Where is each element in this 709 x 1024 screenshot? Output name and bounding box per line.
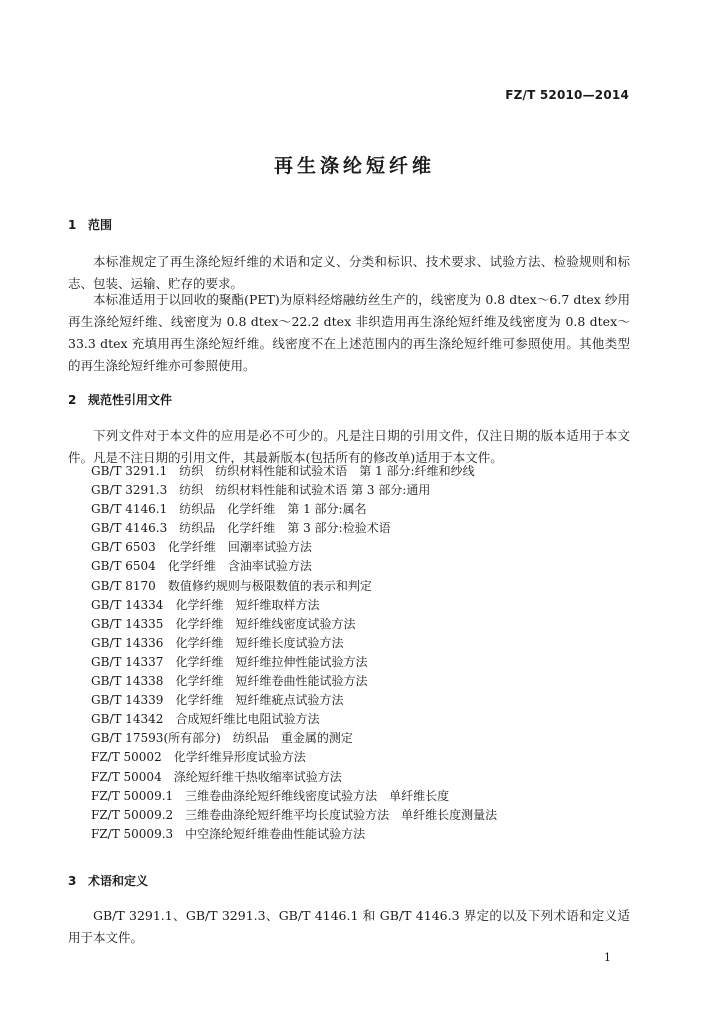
reference-title: 纺织品 化学纤维 第 3 部分:检验术语: [179, 521, 391, 536]
reference-separator: [156, 540, 168, 554]
reference-code: GB/T 14337: [91, 654, 164, 669]
reference-separator: [162, 750, 174, 764]
reference-item: [91, 557, 497, 576]
reference-item: [91, 577, 497, 596]
reference-item: [91, 748, 497, 767]
reference-title: 化学纤维异形度试验方法: [173, 750, 306, 765]
reference-item: [91, 481, 497, 500]
reference-title: 化学纤维 短纤维线密度试验方法: [175, 616, 356, 631]
reference-title: 中空涤纶短纤维卷曲性能试验方法: [185, 826, 366, 841]
reference-code: FZ/T 50004: [91, 769, 162, 784]
section-2-heading: [68, 391, 172, 408]
section-number: 3: [68, 874, 77, 888]
reference-separator: [173, 808, 185, 822]
reference-code: GB/T 8170: [91, 578, 156, 593]
page-number: 1: [604, 951, 611, 964]
reference-separator: [162, 770, 174, 784]
reference-separator: [163, 617, 175, 631]
reference-title: 合成短纤维比电阻试验方法: [175, 712, 320, 727]
reference-item: [91, 806, 497, 825]
reference-code: GB/T 6503: [91, 540, 156, 555]
reference-item: [91, 729, 497, 748]
reference-separator: [163, 693, 175, 707]
reference-code: GB/T 4146.1: [91, 502, 168, 517]
reference-code: GB/T 3291.3: [91, 483, 168, 498]
reference-code: GB/T 6504: [91, 559, 156, 574]
reference-title: 纺织品 重金属的测定: [232, 731, 353, 746]
reference-separator: [163, 636, 175, 650]
reference-item: [91, 615, 497, 634]
reference-code: GB/T 14335: [91, 616, 164, 631]
reference-item: [91, 710, 497, 729]
reference-title: 化学纤维 短纤维拉伸性能试验方法: [175, 654, 368, 669]
section-number: 2: [68, 393, 77, 407]
scope-paragraph-1: 本标准规定了再生涤纶短纤维的术语和定义、分类和标识、技术要求、试验方法、检验规则和标志、包装、运输、贮存的要求。: [68, 254, 630, 291]
reference-title: 三维卷曲涤纶短纤维平均长度试验方法 单纤维长度测量法: [185, 807, 498, 822]
reference-title: 化学纤维 回潮率试验方法: [167, 540, 312, 555]
scope-paragraph-2: 本标准适用于以回收的聚酯(PET)为原料经熔融纺丝生产的，线密度为 0.8 dtex～6.7 dtex 纱用再生涤纶短纤维、线密度为 0.8 dtex～22.2 dtex 非织造用再生涤纶短纤维及线密度为 0.8 dtex～33.3 dtex 充填用再生涤纶短纤维。线密度不在上述范围内的再生涤纶短纤维可参照使用。其他类型的再生涤纶短纤维亦可参照使用。: [68, 292, 630, 373]
reference-item: [91, 787, 497, 806]
section-title: 规范性引用文件: [88, 393, 173, 407]
reference-item: [91, 462, 497, 481]
reference-code: FZ/T 50009.3: [91, 826, 174, 841]
reference-code: FZ/T 50009.2: [91, 807, 174, 822]
terms-definitions-paragraph: GB/T 3291.1、GB/T 3291.3、GB/T 4146.1 和 GB/T 4146.3 界定的以及下列术语和定义适用于本文件。: [68, 908, 630, 945]
reference-code: GB/T 14342: [91, 712, 164, 727]
reference-item: [91, 519, 497, 538]
reference-code: FZ/T 50009.1: [91, 788, 174, 803]
reference-code: GB/T 17593(所有部分): [91, 731, 221, 746]
reference-separator: [167, 464, 179, 478]
reference-title: 数值修约规则与极限数值的表示和判定: [167, 578, 372, 593]
reference-item: [91, 634, 497, 653]
reference-separator: [221, 731, 233, 745]
reference-code: GB/T 4146.3: [91, 521, 168, 536]
reference-separator: [156, 559, 168, 573]
reference-code: GB/T 14338: [91, 674, 164, 689]
reference-separator: [163, 655, 175, 669]
reference-item: [91, 691, 497, 710]
section-3-heading: [68, 872, 148, 889]
reference-code: GB/T 14336: [91, 635, 164, 650]
reference-separator: [163, 712, 175, 726]
reference-item: [91, 596, 497, 615]
reference-separator: [173, 827, 185, 841]
reference-title: 涤纶短纤维干热收缩率试验方法: [173, 769, 342, 784]
reference-title: 化学纤维 短纤维疵点试验方法: [175, 693, 344, 708]
reference-separator: [163, 598, 175, 612]
reference-item: [91, 672, 497, 691]
reference-item: [91, 768, 497, 787]
reference-title: 化学纤维 短纤维长度试验方法: [175, 635, 344, 650]
reference-code: FZ/T 50002: [91, 750, 162, 765]
reference-separator: [163, 674, 175, 688]
section-title: 范围: [88, 218, 113, 232]
reference-separator: [173, 789, 185, 803]
section-1-heading: [68, 216, 112, 233]
normative-references-intro: 下列文件对于本文件的应用是必不可少的。凡是注日期的引用文件，仅注日期的版本适用于本文件。凡是不注日期的引用文件，其最新版本(包括所有的修改单)适用于本文件。: [68, 428, 630, 465]
reference-item: [91, 825, 497, 844]
reference-title: 纺织品 化学纤维 第 1 部分:属名: [179, 502, 367, 517]
section-title: 术语和定义: [88, 874, 149, 888]
standard-number: FZ/T 52010—2014: [505, 88, 629, 102]
reference-title: 三维卷曲涤纶短纤维线密度试验方法 单纤维长度: [185, 788, 450, 803]
reference-separator: [156, 579, 168, 593]
reference-list: [91, 462, 497, 844]
reference-title: 纺织 纺织材料性能和试验术语 第 3 部分:通用: [179, 483, 431, 498]
reference-code: GB/T 14339: [91, 693, 164, 708]
reference-title: 化学纤维 含油率试验方法: [167, 559, 312, 574]
reference-title: 化学纤维 短纤维取样方法: [175, 597, 320, 612]
reference-item: [91, 500, 497, 519]
reference-separator: [167, 483, 179, 497]
reference-code: GB/T 14334: [91, 597, 164, 612]
reference-code: GB/T 3291.1: [91, 464, 168, 478]
reference-separator: [167, 521, 179, 535]
section-number: 1: [68, 218, 77, 232]
reference-item: [91, 538, 497, 557]
document-title: 再生涤纶短纤维: [273, 155, 435, 177]
reference-title: 纺织 纺织材料性能和试验术语 第 1 部分:纤维和纱线: [179, 464, 475, 478]
reference-item: [91, 653, 497, 672]
reference-separator: [167, 502, 179, 516]
reference-title: 化学纤维 短纤维卷曲性能试验方法: [175, 674, 368, 689]
